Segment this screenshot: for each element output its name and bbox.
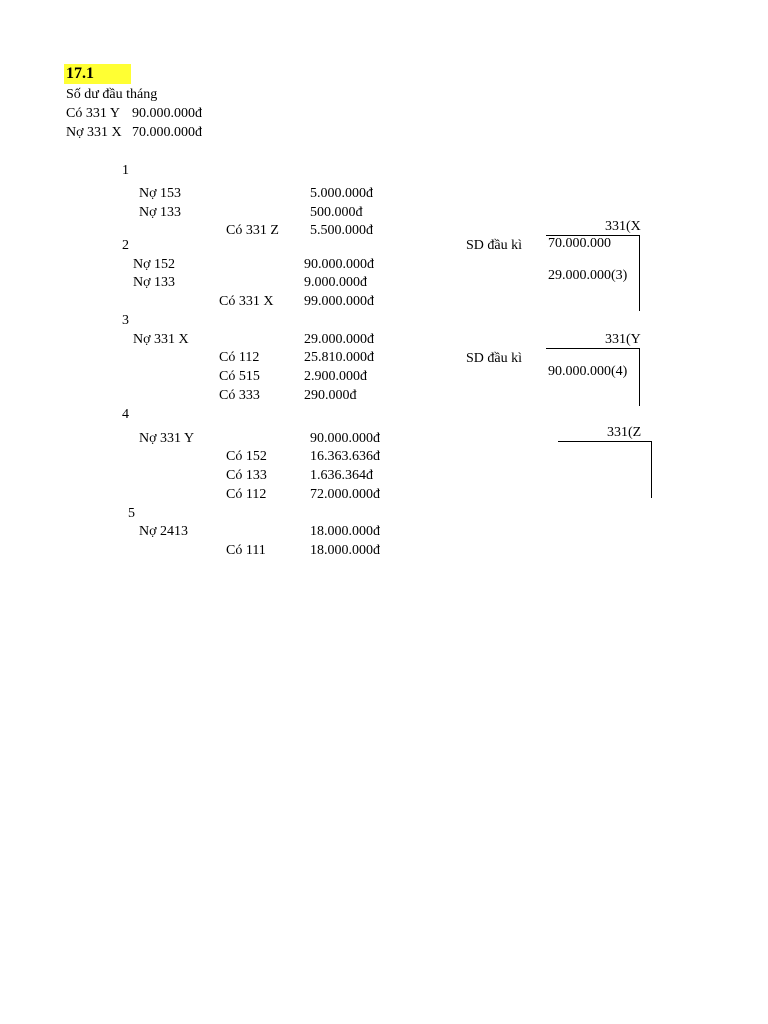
entry-value: 9.000.000đ [304,275,367,290]
entry-value: 90.000.000đ [310,431,380,446]
entry-number: 2 [122,238,129,253]
entry-label: Có 515 [219,369,260,384]
t-account-divider [651,441,652,498]
t-account-debit: 29.000.000(3) [548,268,628,283]
t-account-sd-label: SD đầu kì [466,351,522,366]
entry-number: 1 [122,163,129,178]
opening-label: Nợ 331 X [66,125,122,140]
entry-value: 90.000.000đ [304,257,374,272]
t-account-top-rule [558,441,652,442]
entry-label: Có 333 [219,388,260,403]
entry-value: 5.500.000đ [310,223,373,238]
opening-label: Có 331 Y [66,106,120,121]
entry-label: Có 112 [219,350,260,365]
entry-label: Có 331 X [219,294,274,309]
entry-value: 500.000đ [310,205,363,220]
entry-label: Nợ 331 Y [139,431,195,446]
entry-label: Nợ 2413 [139,524,189,539]
entry-label: Nợ 133 [133,275,176,290]
opening-value: 90.000.000đ [132,106,202,121]
entry-label: Nợ 153 [139,186,182,201]
entry-label: Có 111 [226,543,266,558]
entry-label: Có 133 [226,468,267,483]
entry-label: Có 112 [226,487,267,502]
entry-label: Nợ 331 X [133,332,189,347]
entry-value: 25.810.000đ [304,350,374,365]
opening-value: 70.000.000đ [132,125,202,140]
entry-number: 3 [122,313,129,328]
entry-number: 4 [122,407,129,422]
entry-value: 1.636.364đ [310,468,373,483]
t-account-sd-label: SD đầu kì [466,238,522,253]
t-account-divider [639,235,640,311]
entry-label: Có 152 [226,449,267,464]
entry-label: Nợ 133 [139,205,182,220]
t-account-title: 331(Y [605,332,641,347]
t-account-title: 331(X [605,219,641,234]
entry-number: 5 [128,506,135,521]
entry-value: 18.000.000đ [310,524,380,539]
page-title: 17.1 [66,65,94,82]
entry-label: Nợ 152 [133,257,176,272]
opening-heading: Số dư đầu tháng [66,87,158,102]
entry-value: 72.000.000đ [310,487,380,502]
t-account-debit: 70.000.000 [548,236,611,251]
entry-value: 16.363.636đ [310,449,380,464]
entry-value: 99.000.000đ [304,294,374,309]
entry-value: 2.900.000đ [304,369,367,384]
t-account-title: 331(Z [607,425,642,440]
entry-value: 5.000.000đ [310,186,373,201]
t-account-divider [639,348,640,406]
entry-value: 18.000.000đ [310,543,380,558]
entry-value: 290.000đ [304,388,357,403]
t-account-debit: 90.000.000(4) [548,364,628,379]
entry-label: Có 331 Z [226,223,279,238]
entry-value: 29.000.000đ [304,332,374,347]
t-account-top-rule [546,348,640,349]
